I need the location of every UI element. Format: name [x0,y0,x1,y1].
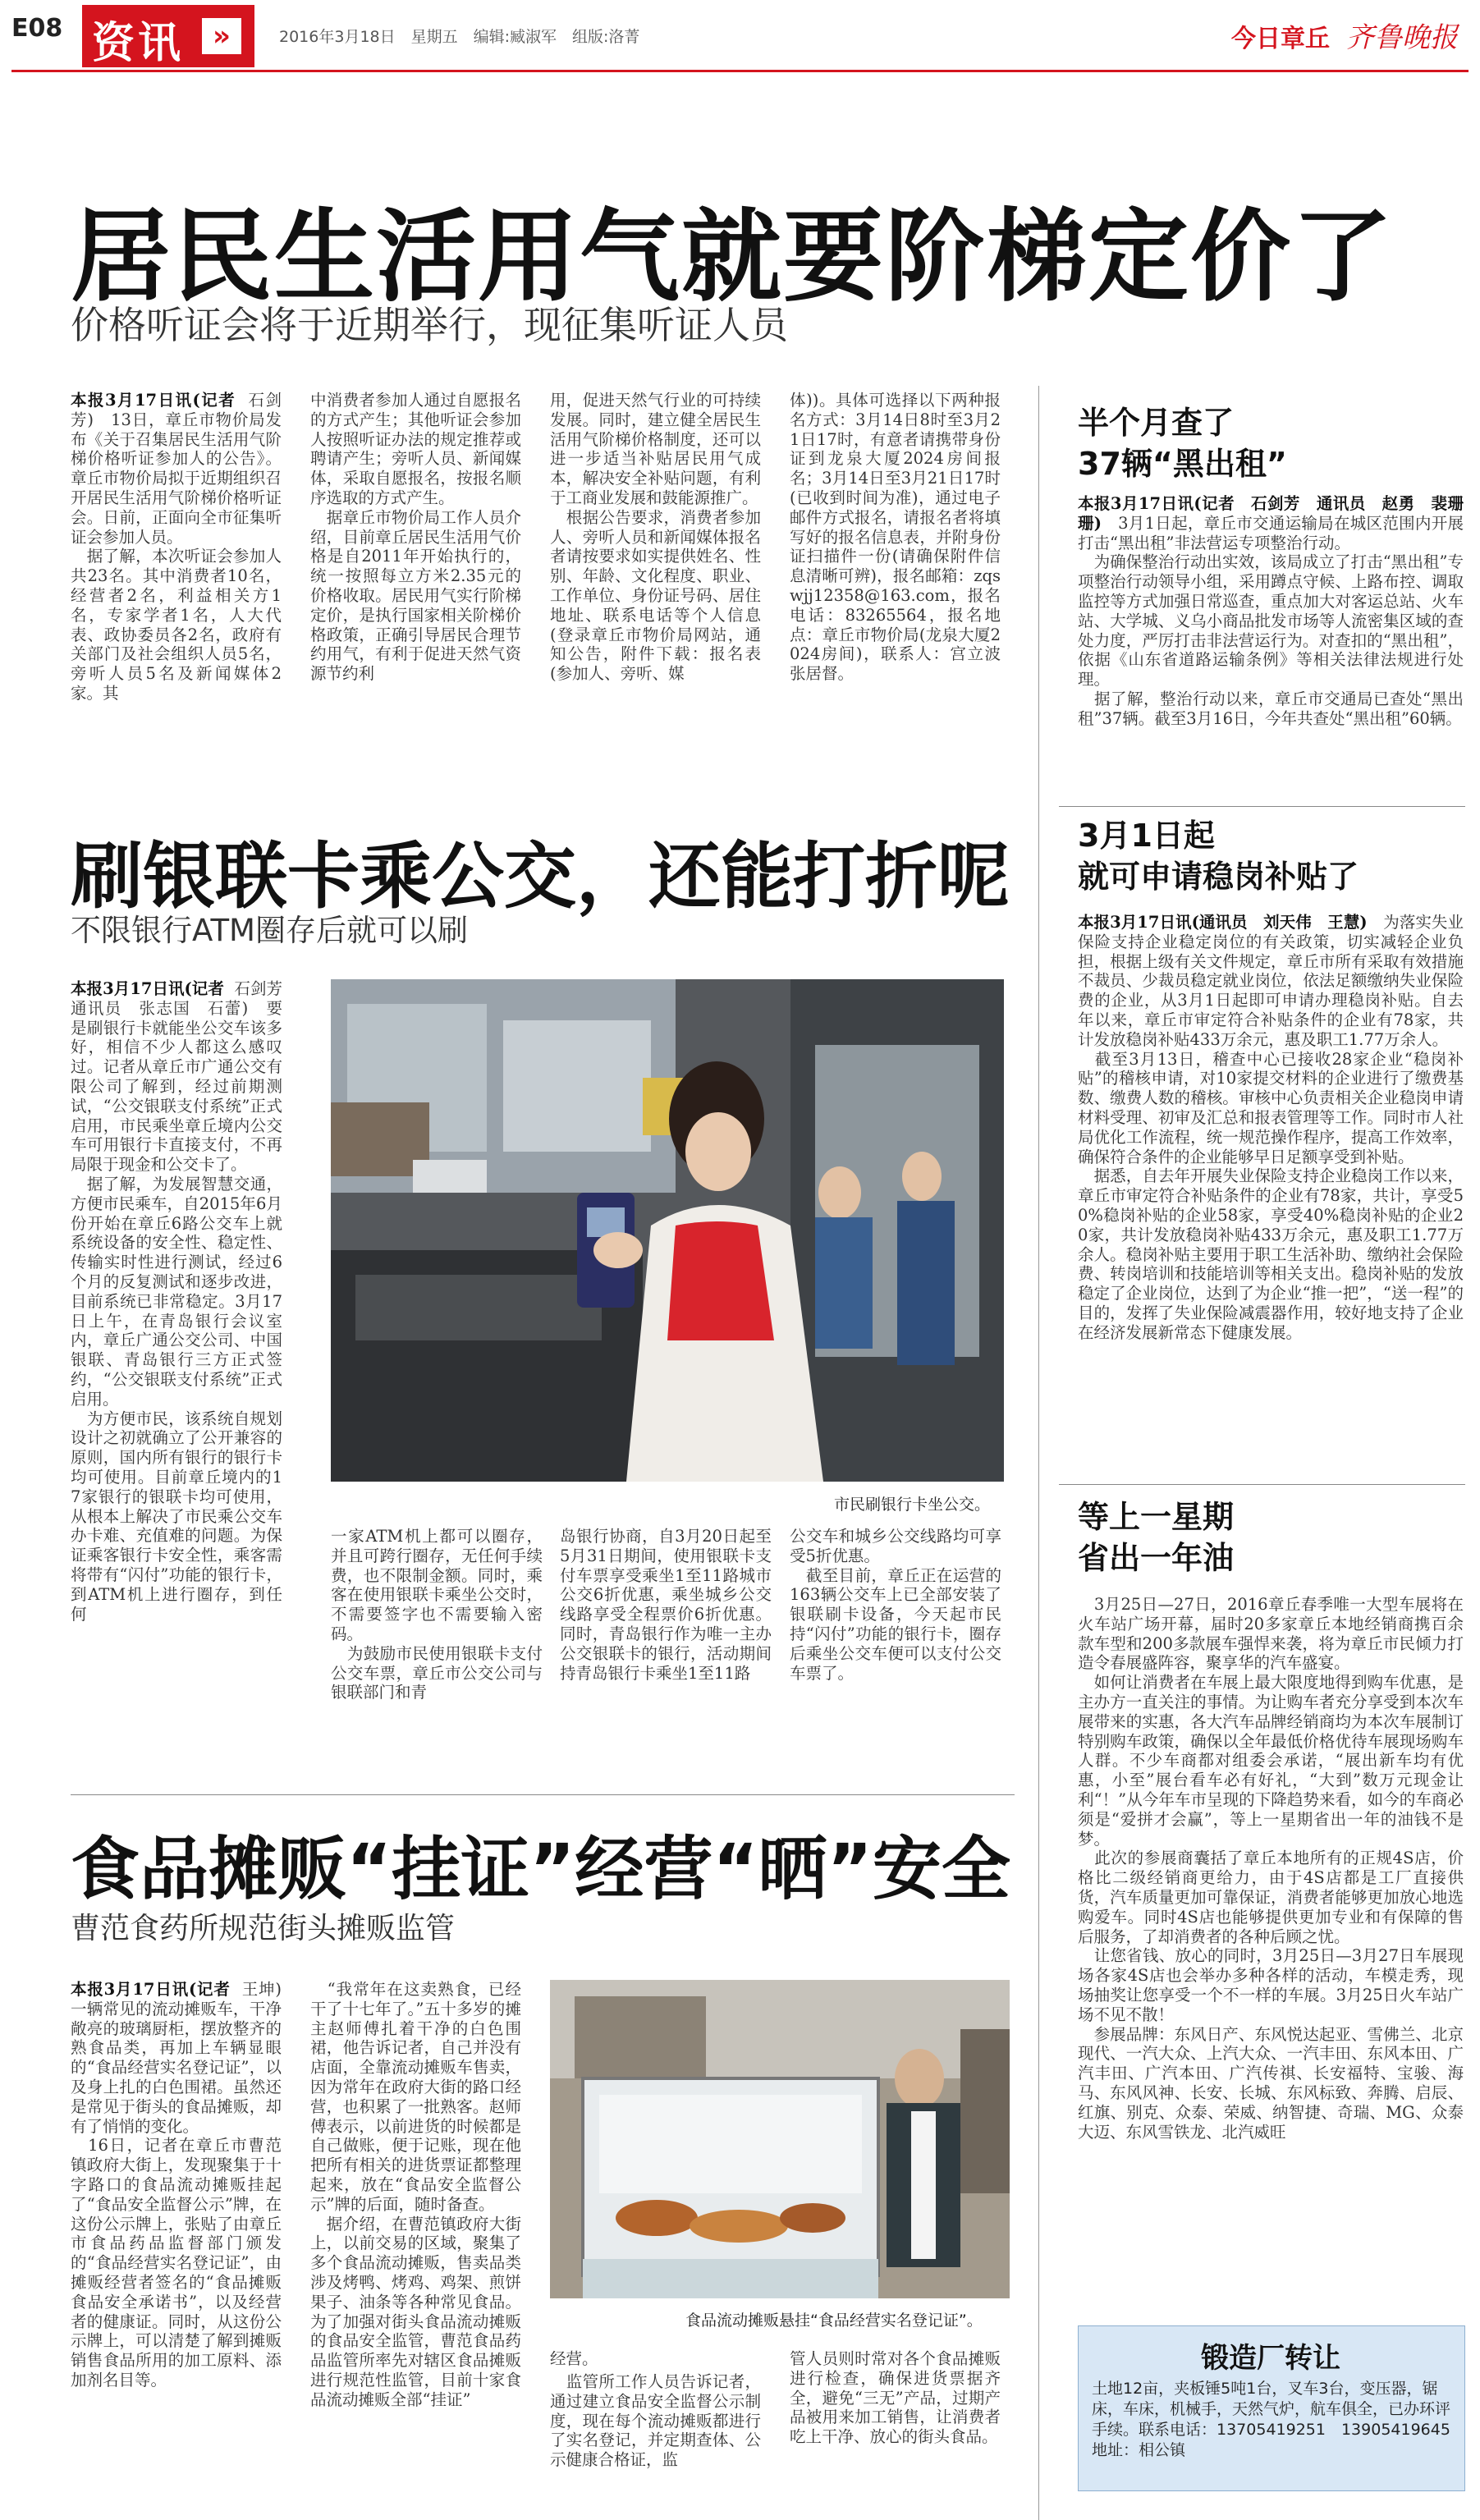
food-photo-caption: 食品流动摊贩悬挂“食品经营实名登记证”。 [685,2312,983,2330]
article2-col3: 岛银行协商，自3月20日起至5月31日期间，使用银联卡支付车票享受乘坐1至11路城市公交6折优惠，乘坐城乡公交线路享受全程票价6折优惠。同时，青岛银行作为唯一主办公交银联卡的银行，活动期间持青岛银行卡乘坐1至11路 [560,1527,772,1683]
side3-title-line2: 省出一年油 [1078,1540,1235,1576]
bus-photo-illustration [331,979,1004,1482]
article2-subtitle: 不限银行ATM圈存后就可以刷 [71,913,468,948]
article3-col2: “我常年在这卖熟食，已经干了十七年了。”五十多岁的摊主赵师傅扎着干净的白色围裙，他告诉记者，自己并没有店面，全靠流动摊贩车售卖，因为常年在政府大街的路口经营，也积累了一批熟客。赵师傅表示，以前进货的时候都是自己做账，便于记账，现在他把所有相关的进货票证都整理起来，放在“食品安全监督公示”牌的后面，随时备查。 据介绍，在曹范镇政府大街上，以前交易的区域，聚集了多个食品流动摊贩，售卖品类涉及烤鸭、烤鸡、鸡架、煎饼果子、油条等各种常见食品。为了加强对街头食品流动摊贩的食品安全监管，曹范食品药品监管所率先对辖区食品摊贩进行规范性监管，目前十家食品流动摊贩全部“挂证” [310,1980,521,2409]
side1-body: 本报3月17日讯(记者 石剑芳 通讯员 赵勇 裴珊珊) 3月1日起，章丘市交通运输局在城区范围内开展打击“黑出租”非法营运专项整治行动。 为确保整治行动出实效，该局成立了打击“黑出租”专项整治行动领导小组，采用蹲点守候、上路布控、调取监控等方式加强日常巡查，重点加大对客运总站、火车站、大学城、义乌小商品批发市场等人流密集区域的查处力度，严厉打击非法营运行为。对查扣的“黑出租”，依据《山东省道路运输条例》等相关法律法规进行处理。 据了解，整治行动以来，章丘市交通局已查处“黑出租”37辆。截至3月16日，今年共查处“黑出租”60辆。 [1078,494,1464,728]
side2-title-line1: 3月1日起 [1078,818,1215,854]
bus-photo-caption: 市民刷银行卡坐公交。 [834,1496,991,1514]
date-line: 2016年3月18日 星期五 编辑:臧淑军 组版:洛菁 [279,28,640,46]
side1-divider [1059,806,1465,807]
column-rule [1038,386,1039,2520]
ad-text: 土地12亩，夹板锤5吨1台，叉车3台，变压器，锯床，车床，机械手，天然气炉，航车俱全，已办环评手续。联系电话：13705419251 13905419645地址：相公镇 [1092,2380,1451,2459]
side2-body: 本报3月17日讯(通讯员 刘天伟 王慧) 为落实失业保险支持企业稳定岗位的有关政策，切实减轻企业负担，根据上级有关文件规定，章丘市所有采取有效措施不裁员、少裁员稳定就业岗位，依法足额缴纳失业保险费的企业，从3月1日起即可申请办理稳岗补贴。自去年以来，章丘市审定符合补贴条件的企业有78家，共计发放稳岗补贴433万余元，惠及职工1.77万余人。 截至3月13日，稽查中心已接收28家企业“稳岗补贴”的稽核申请，对10家提交材料的企业进行了缴费基数、缴费人数的稽核。审核中心负责相关企业稳岗申请材料受理、初审及汇总和报表管理等工作。同时市人社局优化工作流程，统一规范操作程序，提高工作效率，确保符合条件的企业能够早日足额享受到补贴。 据悉，自去年开展失业保险支持企业稳岗工作以来，章丘市审定符合补贴条件的企业有78家，共计，享受50%稳岗补贴的企业58家，享受40%稳岗补贴的企业20家，共计发放稳岗补贴433万余元，惠及职工1.77万余人。稳岗补贴主要用于职工生活补助、缴纳社会保险费、转岗培训和技能培训等相关支出。稳岗补贴的发放稳定了企业岗位，达到了为企业“推一把”，“送一程”的目的，发挥了失业保险减震器作用，较好地支持了企业在经济发展新常态下健康发展。 [1078,913,1464,1342]
article2-col2: 一家ATM机上都可以圈存，并且可跨行圈存，无任何手续费，也不限制金额。同时，乘客在使用银联卡乘坐公交时，不需要签字也不需要输入密码。 为鼓励市民使用银联卡支付公交车票，章丘市公交公司与银联部门和青 [331,1527,543,1702]
article3-title: 食品摊贩“挂证”经营“晒”安全 [71,1829,1010,1909]
article3-col4: 管人员则时常对各个食品摊贩进行检查，确保进货票据齐全，避免“三无”产品，过期产品被用来加工销售，让消费者吃上干净、放心的街头食品。 [790,2349,1001,2447]
article2-col1: 本报3月17日讯(记者 石剑芳 通讯员 张志国 石蕾) 要是刷银行卡就能坐公交车该多好，相信不少人都这么感叹过。记者从章丘市广通公交有限公司了解到，经过前期测试，“公交银联支付系统”正式启用，市民乘坐章丘境内公交车可用银行卡直接支付，不再局限于现金和公交卡了。 据了解，为发展智慧交通，方便市民乘车，自2015年6月份开始在章丘6路公交车上就系统设备的安全性、稳定性、传输实时性进行测试，经过6个月的反复测试和逐步改进，目前系统已非常稳定。3月17日上午，在青岛银行会议室内，章丘广通公交公司、中国银联、青岛银行三方正式签约，“公交银联支付系统”正式启用。 为方便市民，该系统自规划设计之初就确立了公开兼容的原则，国内所有银行的银行卡均可使用。目前章丘境内的17家银行的银联卡均可使用，从根本上解决了市民乘公交车办卡难、充值难的问题。为保证乘客银行卡安全性，乘客需将带有“闪付”功能的银行卡，到ATM机上进行圈存，到任何 [71,979,282,1624]
header-divider [11,70,1469,72]
article2-title: 刷银联卡乘公交，还能打折呢 [71,834,1010,919]
article1-col1: 本报3月17日讯(记者 石剑芳) 13日，章丘市物价局发布《关于召集居民生活用气阶梯价格听证参加人的公告》。章丘市物价局拟于近期组织召开居民生活用气阶梯价格听证会。日前，正面向全市征集听证会参加人员。 据了解，本次听证会参加人共23名。其中消费者10名，经营者2名，利益相关方1名，专家学者1名，人大代表、政协委员各2名，政府有关部门及社会组织人员5名，旁听人员5名及新闻媒体2家。其 [71,391,282,703]
article3-col3: 经营。 [550,2349,598,2368]
ad-title: 锻造厂转让 [1201,2342,1340,2375]
article3-subtitle: 曹范食药所规范街头摊贩监管 [71,1912,456,1945]
side1-title-line1: 半个月查了 [1078,405,1235,441]
article1-col3: 用，促进天然气行业的可持续发展。同时，建立健全居民生活用气阶梯价格制度，还可以进一步适当补贴居民用气成本，解决安全补贴问题，有利于工商业发展和鼓能源推广。 根据公告要求，消费者参加人、旁听人员和新闻媒体报名者请按要求如实提供姓名、性别、年龄、文化程度、职业、工作单位、身份证号码、居住地址、联系电话等个人信息(登录章丘市物价局网站，通知公告，附件下载：报名表(参加人、旁听、媒 [550,391,761,684]
food-stall-illustration [550,1980,1010,2298]
article3-col1: 本报3月17日讯(记者 王坤) 一辆常见的流动摊贩车，干净敞亮的玻璃厨柜，摆放整齐的熟食品类，再加上车辆显眼的“食品经营实名登记证”，以及身上扎的白色围裙。虽然还是常见于街头的食品摊贩，却有了悄悄的变化。 16日，记者在章丘市曹范镇政府大街上，发现聚集于十字路口的食品流动摊贩挂起了“食品安全监督公示”牌，在这份公示牌上，张贴了由章丘市食品药品监督部门颁发的“食品经营实名登记证”，由摊贩经营者签名的“食品摊贩食品安全承诺书”，以及经营者的健康证。同时，从这份公示牌上，可以清楚了解到摊贩销售食品所用的加工原料、添加剂名目等。 [71,1980,282,2389]
article1-title: 居民生活用气就要阶梯定价了 [71,199,1394,315]
article3-divider [71,1794,1015,1795]
page-number: E08 [11,14,63,43]
article1-col2: 中消费者参加人通过自愿报名的方式产生；其他听证会参加人按照听证办法的规定推荐或聘请产生；旁听人员、新闻媒体，采取自愿报名，按报名顺序选取的方式产生。 据章丘市物价局工作人员介绍，目前章丘居民生活用气价格是自2011年开始执行的，统一按照每立方米2.35元的价格收取。居民用气实行阶梯定价，是执行国家相关阶梯价格政策，正确引导居民合理节约用气，有利于促进天然气资源节约利 [310,391,521,684]
paper-logo: 齐鲁晚报 [1346,21,1458,54]
side1-title-line2: 37辆“黑出租” [1078,446,1287,482]
side2-divider [1059,1484,1465,1485]
article3-col3-body: 监管所工作人员告诉记者，通过建立食品安全监督公示制度，现在每个流动摊贩都进行了实名登记，并定期查体、公示健康合格证，监 [550,2372,761,2470]
header-right-label: 今日章丘 [1231,25,1330,53]
article1-col4: 体))。具体可选择以下两种报名方式：3月14日8时至3月21日17时，有意者请携带身份证到龙泉大厦2024房间报名；3月14日至3月21日17时(已收到时间为准)，通过电子邮件方式报名，请报名者将填写好的报名信息表，并附身份证扫描件一份(请确保附件信息清晰可辨)，报名邮箱：zqswjj12358@163.com，报名电话：83265564，报名地点：章丘市物价局(龙泉大厦2024房间)，联系人：宫立波 张居督。 [790,391,1017,684]
side3-title-line1: 等上一星期 [1078,1499,1235,1535]
side2-title-line2: 就可申请稳岗补贴了 [1078,859,1359,895]
side3-body: 3月25日—27日，2016章丘春季唯一大型车展将在火车站广场开幕，届时20多家章丘本地经销商携百余款车型和200多款展车强悍来袭，将为章丘市民倾力打造令春展盛阵容，聚享华的汽车盛宴。 如何让消费者在车展上最大限度地得到购车优惠，是主办方一直关注的事情。为让购车者充分享受到本次车展带来的实惠，各大汽车品牌经销商均为本次车展制订特别购车政策，确保以全年最低价格优待车展现场购车人群。不少车商都对组委会承诺，“展出新车均有优惠，小至”展台看车必有好礼，“大到”数万元现金让利“！”从今年车市呈现的下降趋势来看，如今的车商必须是“爱拼才会赢”，等上一星期省出一年的油钱不是梦。 此次的参展商囊括了章丘本地所有的正规4S店，价格比二级经销商更给力，由于4S店都是工厂直接供货，汽车质量更加可靠保证，消费者能够更加放心地选购爱车。同时4S店也能够提供更加专业和有保障的售后服务，了却消费者的各种后顾之忧。 让您省钱、放心的同时，3月25日—3月27日车展现场各家4S店也会举办多种各样的活动，车模走秀，现场抽奖让您享受一个不一样的车展。3月25日火车站广场不见不散！ 参展品牌：东风日产、东风悦达起亚、雪佛兰、北京现代、一汽大众、上汽大众、一汽丰田、东风本田、广汽丰田、广汽本田、广汽传祺、长安福特、宝骏、海马、东风风神、长安、长城、东风标致、奔腾、启辰、红旗、别克、众泰、荣威、纳智捷、奇瑞、MG、众泰大迈、东风雪铁龙、北汽威旺 [1078,1595,1464,2142]
section-arrow-icon: » [202,18,241,54]
bus-photo [331,979,1004,1482]
food-stall-photo [550,1980,1010,2298]
article1-subtitle: 价格听证会将于近期举行，现征集听证人员 [71,303,788,347]
section-title: 资讯 [92,19,185,68]
article2-col4: 公交车和城乡公交线路均可享受5折优惠。 截至目前，章丘正在运营的163辆公交车上已全部安装了银联刷卡设备，今天起市民持“闪付”功能的银行卡，圈存后乘坐公交车便可以支付公交车票了。 [790,1527,1001,1683]
